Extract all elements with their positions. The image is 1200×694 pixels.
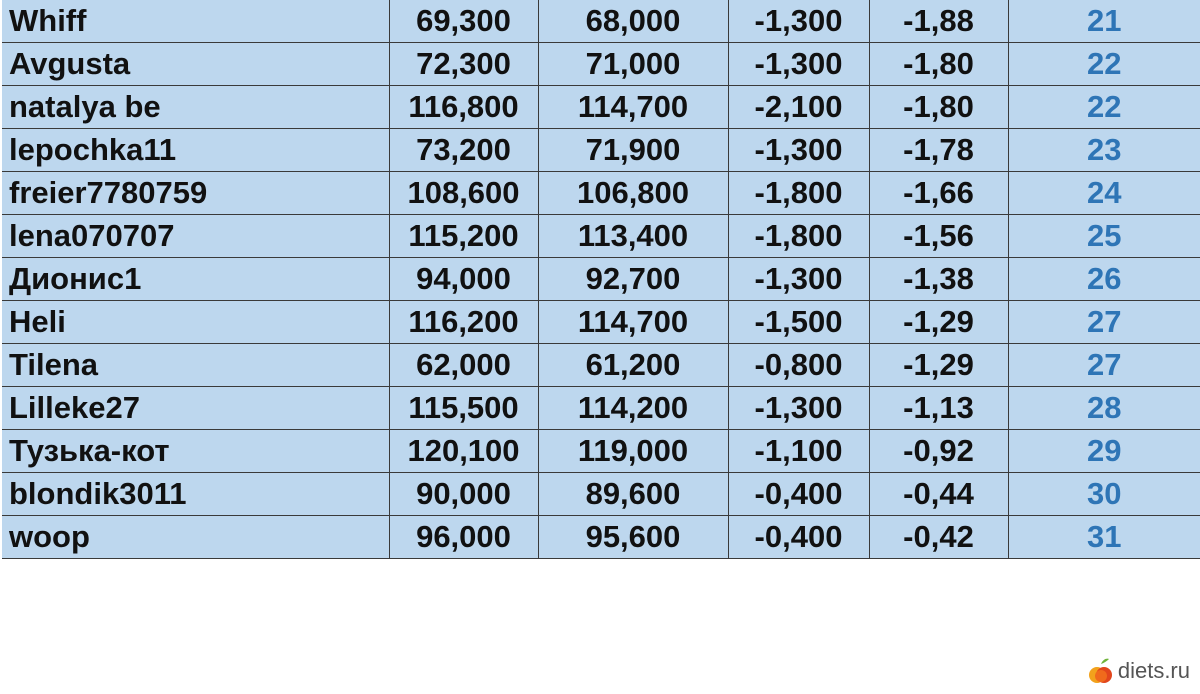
weight-change-cell[interactable]: -2,100	[728, 86, 869, 129]
start-weight-cell[interactable]: 69,300	[389, 0, 538, 43]
percent-change-cell[interactable]: -0,44	[869, 473, 1008, 516]
current-weight-cell[interactable]: 119,000	[538, 430, 728, 473]
participant-name-cell[interactable]: blondik3011	[2, 473, 389, 516]
current-weight-cell[interactable]: 114,700	[538, 86, 728, 129]
watermark-text: diets.ru	[1117, 658, 1190, 683]
results-table	[2, 0, 1200, 559]
percent-change-cell[interactable]: -1,29	[869, 344, 1008, 387]
start-weight-cell[interactable]: 116,200	[389, 301, 538, 344]
participant-name-cell[interactable]: Lilleke27	[2, 387, 389, 430]
current-weight-cell[interactable]: 89,600	[538, 473, 728, 516]
place-cell[interactable]: 31	[1008, 516, 1200, 559]
place-cell[interactable]: 25	[1008, 215, 1200, 258]
table-row	[2, 344, 1200, 387]
percent-change-cell[interactable]: -1,38	[869, 258, 1008, 301]
current-weight-cell[interactable]: 95,600	[538, 516, 728, 559]
place-cell[interactable]: 26	[1008, 258, 1200, 301]
table-row	[2, 43, 1200, 86]
place-cell[interactable]: 30	[1008, 473, 1200, 516]
start-weight-cell[interactable]: 96,000	[389, 516, 538, 559]
current-weight-cell[interactable]: 114,200	[538, 387, 728, 430]
participant-name-cell[interactable]: Whiff	[2, 0, 389, 43]
place-cell[interactable]: 29	[1008, 430, 1200, 473]
start-weight-cell[interactable]: 115,500	[389, 387, 538, 430]
participant-name-cell[interactable]: Heli	[2, 301, 389, 344]
table-row	[2, 86, 1200, 129]
percent-change-cell[interactable]: -1,66	[869, 172, 1008, 215]
weight-change-cell[interactable]: -1,300	[728, 129, 869, 172]
participant-name-cell[interactable]: lena070707	[2, 215, 389, 258]
weight-change-cell[interactable]: -1,100	[728, 430, 869, 473]
weight-change-cell[interactable]: -1,800	[728, 215, 869, 258]
percent-change-cell[interactable]: -1,78	[869, 129, 1008, 172]
start-weight-cell[interactable]: 108,600	[389, 172, 538, 215]
participant-name-cell[interactable]: woop	[2, 516, 389, 559]
current-weight-cell[interactable]: 71,000	[538, 43, 728, 86]
place-cell[interactable]: 22	[1008, 43, 1200, 86]
weight-change-cell[interactable]: -1,800	[728, 172, 869, 215]
weight-change-cell[interactable]: -1,300	[728, 43, 869, 86]
percent-change-cell[interactable]: -0,42	[869, 516, 1008, 559]
weight-change-cell[interactable]: -1,300	[728, 0, 869, 43]
table-row	[2, 215, 1200, 258]
participant-name-cell[interactable]: Дионис1	[2, 258, 389, 301]
table-row	[2, 430, 1200, 473]
table-row	[2, 0, 1200, 43]
current-weight-cell[interactable]: 114,700	[538, 301, 728, 344]
table-row	[2, 172, 1200, 215]
place-cell[interactable]: 27	[1008, 344, 1200, 387]
percent-change-cell[interactable]: -1,13	[869, 387, 1008, 430]
current-weight-cell[interactable]: 68,000	[538, 0, 728, 43]
table-row	[2, 473, 1200, 516]
weight-change-cell[interactable]: -0,400	[728, 473, 869, 516]
current-weight-cell[interactable]: 61,200	[538, 344, 728, 387]
start-weight-cell[interactable]: 116,800	[389, 86, 538, 129]
percent-change-cell[interactable]: -1,80	[869, 86, 1008, 129]
start-weight-cell[interactable]: 120,100	[389, 430, 538, 473]
start-weight-cell[interactable]: 62,000	[389, 344, 538, 387]
weight-change-cell[interactable]: -1,500	[728, 301, 869, 344]
table-row	[2, 387, 1200, 430]
current-weight-cell[interactable]: 92,700	[538, 258, 728, 301]
start-weight-cell[interactable]: 94,000	[389, 258, 538, 301]
table-row	[2, 129, 1200, 172]
table-row	[2, 301, 1200, 344]
weight-change-cell[interactable]: -1,300	[728, 387, 869, 430]
apple-logo-icon	[1088, 656, 1114, 686]
weight-change-cell[interactable]: -0,400	[728, 516, 869, 559]
percent-change-cell[interactable]: -1,29	[869, 301, 1008, 344]
percent-change-cell[interactable]: -1,56	[869, 215, 1008, 258]
start-weight-cell[interactable]: 115,200	[389, 215, 538, 258]
table-row	[2, 258, 1200, 301]
participant-name-cell[interactable]: Avgusta	[2, 43, 389, 86]
start-weight-cell[interactable]: 72,300	[389, 43, 538, 86]
start-weight-cell[interactable]: 90,000	[389, 473, 538, 516]
participant-name-cell[interactable]: lepochka11	[2, 129, 389, 172]
percent-change-cell[interactable]: -1,80	[869, 43, 1008, 86]
participant-name-cell[interactable]: Тузька-кот	[2, 430, 389, 473]
site-watermark	[1088, 656, 1190, 686]
place-cell[interactable]: 27	[1008, 301, 1200, 344]
current-weight-cell[interactable]: 71,900	[538, 129, 728, 172]
place-cell[interactable]: 21	[1008, 0, 1200, 43]
participant-name-cell[interactable]: natalya be	[2, 86, 389, 129]
place-cell[interactable]: 22	[1008, 86, 1200, 129]
weight-change-cell[interactable]: -0,800	[728, 344, 869, 387]
place-cell[interactable]: 23	[1008, 129, 1200, 172]
current-weight-cell[interactable]: 106,800	[538, 172, 728, 215]
percent-change-cell[interactable]: -0,92	[869, 430, 1008, 473]
current-weight-cell[interactable]: 113,400	[538, 215, 728, 258]
weight-change-cell[interactable]: -1,300	[728, 258, 869, 301]
place-cell[interactable]: 28	[1008, 387, 1200, 430]
percent-change-cell[interactable]: -1,88	[869, 0, 1008, 43]
place-cell[interactable]: 24	[1008, 172, 1200, 215]
table-row	[2, 516, 1200, 559]
participant-name-cell[interactable]: Tilena	[2, 344, 389, 387]
table-body	[2, 0, 1200, 559]
start-weight-cell[interactable]: 73,200	[389, 129, 538, 172]
participant-name-cell[interactable]: freier7780759	[2, 172, 389, 215]
